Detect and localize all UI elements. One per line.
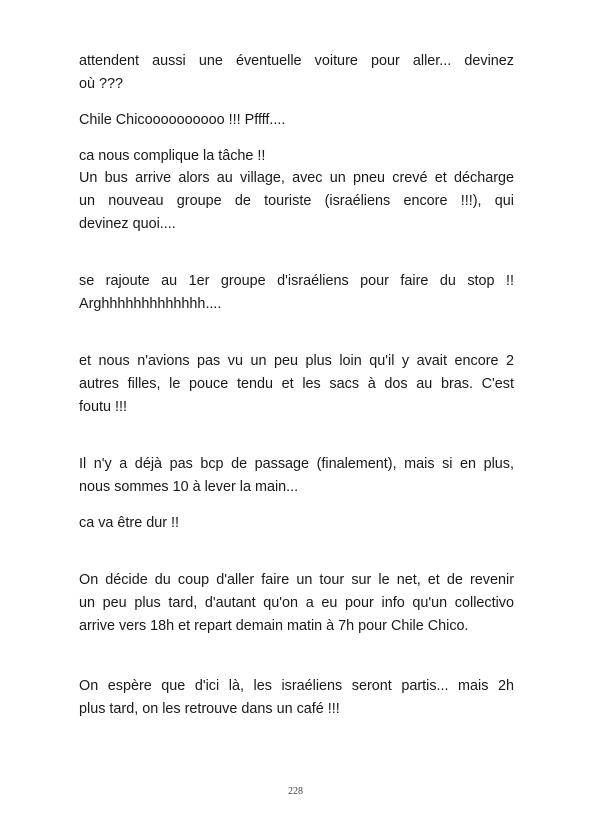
text-line: ca nous complique la tâche !!: [79, 148, 266, 164]
text-line: foutu !!!: [79, 399, 127, 415]
text-line: Il n'y a déjà pas bcp de passage (finalement), mais si en plus,: [79, 456, 514, 472]
text-line: un peu plus tard, d'autant qu'on a eu pour info qu'un collectivo: [79, 595, 514, 611]
text-line: plus tard, on les retrouve dans un café !!!: [79, 701, 340, 717]
text-line: autres filles, le pouce tendu et les sacs à dos au bras. C'est: [79, 376, 514, 392]
text-line: On décide du coup d'aller faire un tour sur le net, et de revenir: [79, 572, 514, 588]
text-line: arrive vers 18h et repart demain matin à 7h pour Chile Chico.: [79, 618, 469, 634]
page-number: 228: [288, 786, 303, 797]
text-line: Chile Chicoooooooooo !!! Pffff....: [79, 112, 286, 128]
text-line: Un bus arrive alors au village, avec un pneu crevé et décharge: [79, 170, 514, 186]
text-line: un nouveau groupe de touriste (israéliens encore !!!), qui: [79, 193, 514, 209]
text-line: où ???: [79, 76, 124, 92]
text-line: devinez quoi....: [79, 216, 176, 232]
text-line: On espère que d'ici là, les israéliens seront partis... mais 2h: [79, 678, 514, 694]
text-line: Arghhhhhhhhhhhhh....: [79, 296, 222, 312]
text-line: se rajoute au 1er groupe d'israéliens pour faire du stop !!: [79, 273, 514, 289]
text-line: nous sommes 10 à lever la main...: [79, 479, 299, 495]
text-line: et nous n'avions pas vu un peu plus loin qu'il y avait encore 2: [79, 353, 514, 369]
text-line: attendent aussi une éventuelle voiture pour aller... devinez: [79, 53, 514, 69]
text-line: ca va être dur !!: [79, 515, 179, 531]
